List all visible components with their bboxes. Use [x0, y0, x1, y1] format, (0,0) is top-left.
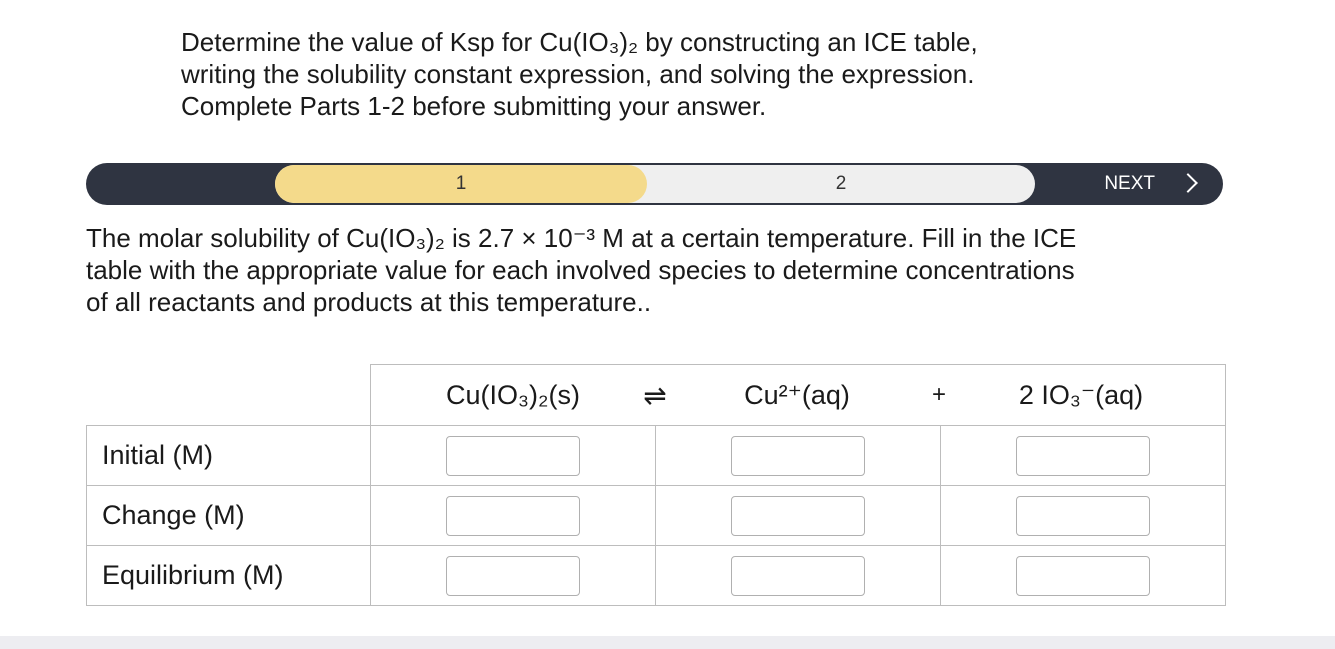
- row-label-initial: Initial (M): [87, 426, 371, 486]
- ice-row-change: [87, 486, 1226, 546]
- ice-header-row: [87, 365, 1226, 426]
- cell-change-2: [656, 486, 941, 546]
- initial-cu-ion-input[interactable]: [731, 436, 865, 476]
- species-cu-iodate-solid: Cu(IO₃)₂(s): [446, 379, 580, 410]
- next-button[interactable]: [1104, 163, 1195, 205]
- equilibrium-cu-ion-input[interactable]: [731, 556, 865, 596]
- plus-sign: +: [931, 381, 946, 408]
- initial-cu-iodate-input[interactable]: [446, 436, 580, 476]
- row-label-equilibrium: Equilibrium (M): [87, 546, 371, 606]
- initial-iodate-input[interactable]: [1016, 436, 1150, 476]
- cell-initial-2: [656, 426, 941, 486]
- change-iodate-input[interactable]: [1016, 496, 1150, 536]
- cell-equilibrium-2: [656, 546, 941, 606]
- ice-row-equilibrium: [87, 546, 1226, 606]
- cell-change-3: [941, 486, 1226, 546]
- reaction-header: [371, 365, 1226, 426]
- instructions-line-1: Determine the value of Ksp for Cu(IO₃)₂ by constructing an ICE table,: [181, 27, 978, 57]
- species-iodate-ion: 2 IO₃⁻(aq): [1018, 379, 1144, 410]
- instructions-line-3: Complete Parts 1-2 before submitting your answer.: [181, 91, 767, 121]
- change-cu-iodate-input[interactable]: [446, 496, 580, 536]
- step-2-label: 2: [835, 173, 847, 194]
- footer-bar: [0, 636, 1335, 649]
- change-cu-ion-input[interactable]: [731, 496, 865, 536]
- step-1-label: 1: [455, 173, 467, 194]
- question-text: [86, 222, 1226, 318]
- cell-change-1: [371, 486, 656, 546]
- cell-equilibrium-3: [941, 546, 1226, 606]
- cell-initial-3: [941, 426, 1226, 486]
- question-line-1: The molar solubility of Cu(IO₃)₂ is 2.7 × 10⁻³ M at a certain temperature. Fill in the ICE: [86, 223, 1077, 253]
- instructions-line-2: writing the solubility constant expression, and solving the expression.: [181, 59, 975, 89]
- instructions: [181, 26, 1181, 122]
- ice-corner-cell: [87, 365, 371, 426]
- step-2-tab[interactable]: [647, 165, 1035, 203]
- chevron-right-icon: [1178, 173, 1198, 193]
- ice-table: [86, 364, 1226, 606]
- next-button-label: NEXT: [1104, 173, 1155, 194]
- species-cu-ion: Cu²⁺(aq): [744, 379, 850, 410]
- ice-row-initial: [87, 426, 1226, 486]
- cell-initial-1: [371, 426, 656, 486]
- question-line-2: table with the appropriate value for each involved species to determine concentrations: [86, 255, 1075, 285]
- equilibrium-cu-iodate-input[interactable]: [446, 556, 580, 596]
- row-label-change: Change (M): [87, 486, 371, 546]
- part-stepper: [86, 163, 1223, 205]
- equilibrium-iodate-input[interactable]: [1016, 556, 1150, 596]
- step-1-tab[interactable]: [275, 165, 647, 203]
- equilibrium-arrow-icon: ⇌: [643, 379, 667, 411]
- cell-equilibrium-1: [371, 546, 656, 606]
- question-line-3: of all reactants and products at this temperature..: [86, 287, 652, 317]
